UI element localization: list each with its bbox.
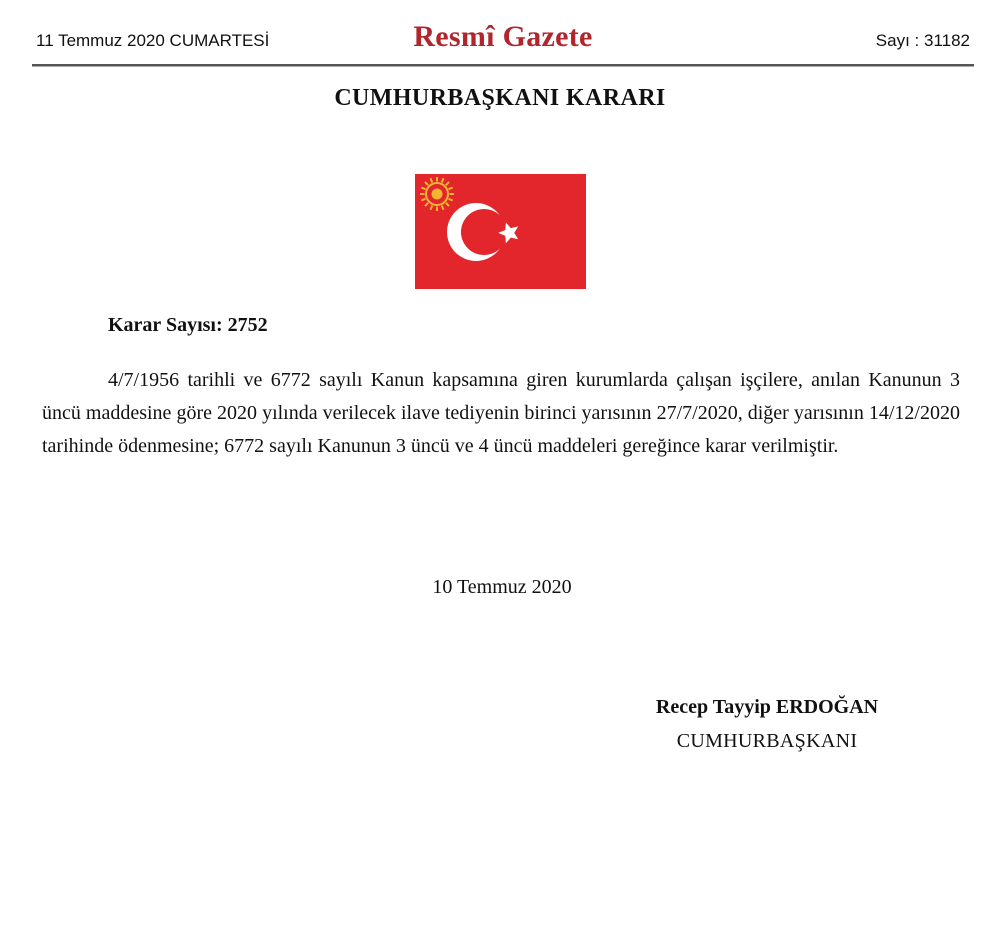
issue-number: Sayı : 31182: [875, 31, 970, 50]
presidential-seal-icon: [420, 177, 454, 211]
publication-title: Resmî Gazete: [413, 20, 593, 53]
header-divider: [32, 64, 974, 67]
decision-date: 10 Temmuz 2020: [432, 576, 572, 598]
signatory-title: CUMHURBAŞKANI: [676, 730, 858, 752]
decision-number: Karar Sayısı: 2752: [108, 314, 268, 336]
turkish-flag-icon: [415, 174, 586, 289]
decision-body-text: 4/7/1956 tarihli ve 6772 sayılı Kanun kapsamına giren kurumlarda çalışan işçilere, anılan Kanunun 3 üncü maddesine göre 2020 yılında verilecek ilave tediyenin birinci yarısının 27/7/2020, diğer yarısının 14/12/2020 tarihinde ödenmesine; 6772 sayılı Kanunun 3 üncü ve 4 üncü maddeleri gereğince karar verilmiştir.: [42, 369, 960, 457]
gazette-header: [32, 20, 974, 64]
signatory-name: Recep Tayyip ERDOĞAN: [655, 696, 879, 718]
document-heading: CUMHURBAŞKANI KARARI: [334, 85, 666, 111]
publication-date: 11 Temmuz 2020 CUMARTESİ: [36, 31, 270, 50]
signature-block: [608, 696, 926, 753]
